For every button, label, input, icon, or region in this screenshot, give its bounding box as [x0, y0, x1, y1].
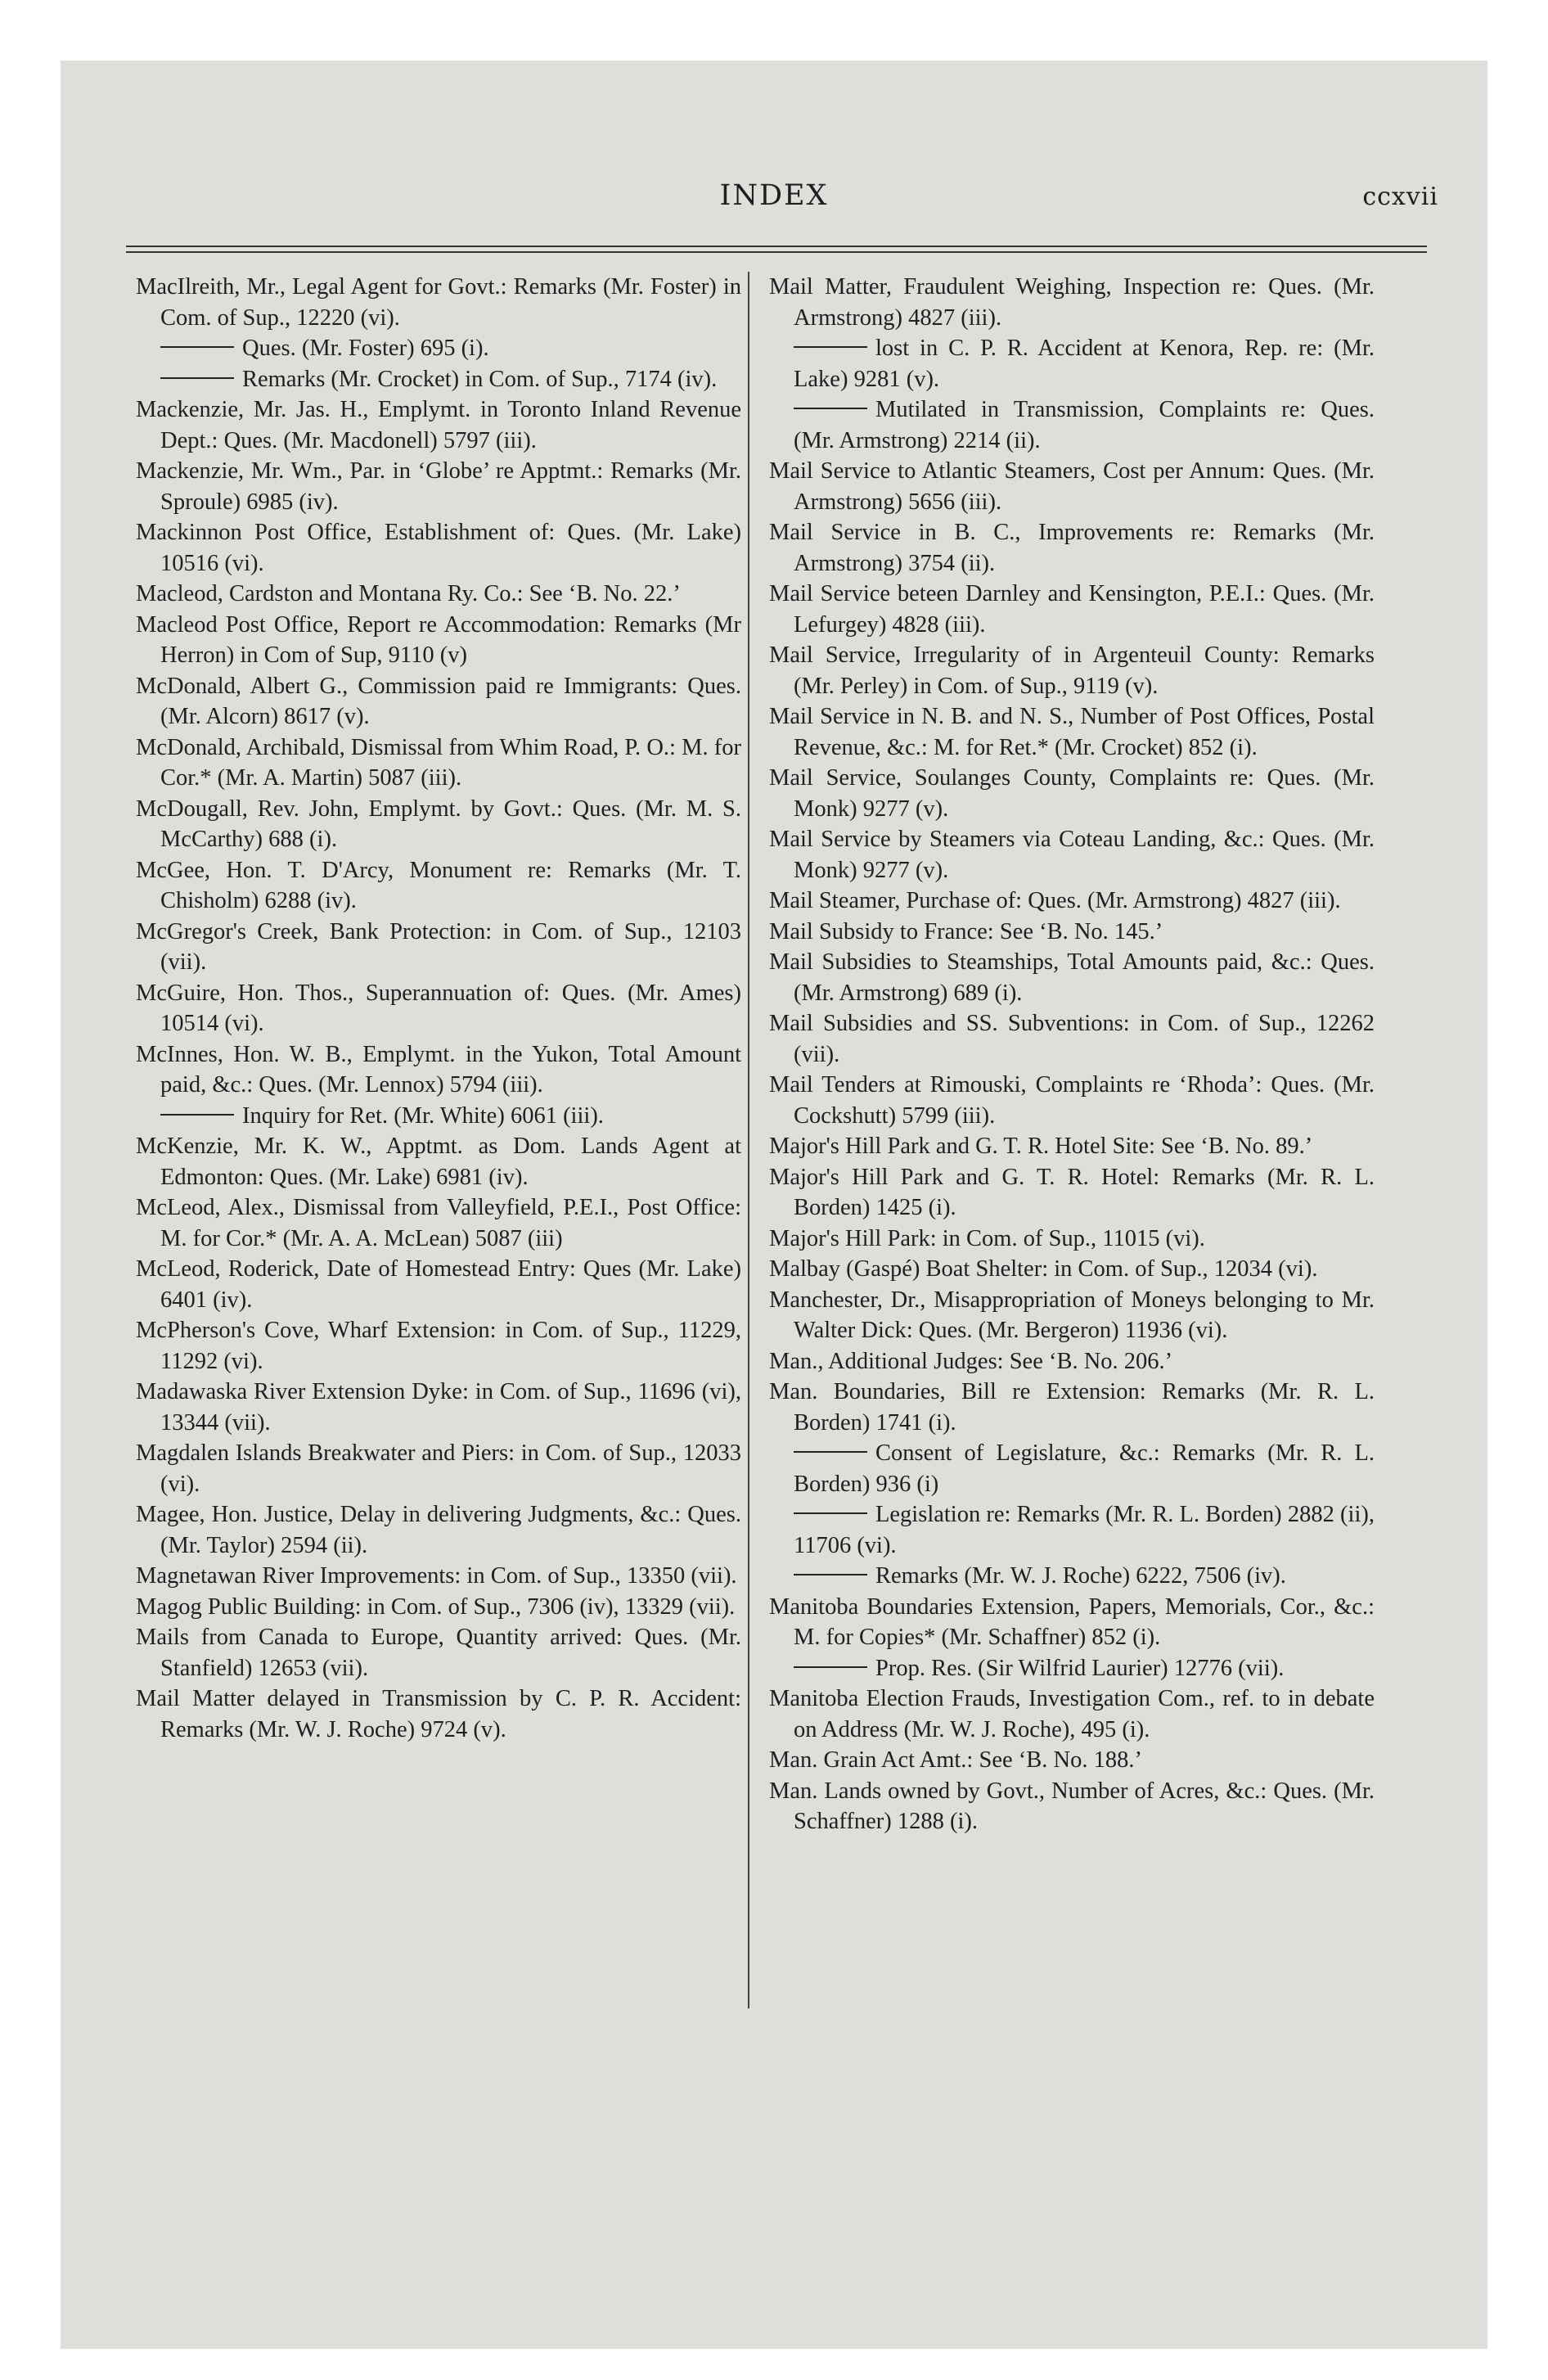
index-subentry: Prop. Res. (Sir Wilfrid Laurier) 12776 (vii).: [769, 1653, 1375, 1684]
page-header: [61, 179, 1487, 228]
index-entry: Man. Lands owned by Govt., Number of Acres, &c.: Ques. (Mr. Schaffner) 1288 (i).: [769, 1778, 1375, 1834]
index-entry: Mackenzie, Mr. Jas. H., Emplymt. in Toronto Inland Revenue Dept.: Ques. (Mr. Macdonell) 5797 (iii).: [136, 397, 741, 453]
index-subentry: Remarks (Mr. W. J. Roche) 6222, 7506 (iv).: [769, 1561, 1375, 1592]
continuation-dash: [160, 377, 234, 379]
index-entry: Man., Additional Judges: See ‘B. No. 206.’: [769, 1348, 1173, 1374]
index-entry: Magog Public Building: in Com. of Sup., 7306 (iv), 13329 (vii).: [136, 1593, 736, 1620]
index-entry: Madawaska River Extension Dyke: in Com. of Sup., 11696 (vi), 13344 (vii).: [136, 1379, 741, 1436]
index-entry: Macleod Post Office, Report re Accommodation: Remarks (Mr Herron) in Com of Sup, 9110 (v): [136, 611, 741, 668]
index-entry: Mackenzie, Mr. Wm., Par. in ‘Globe’ re Apptmt.: Remarks (Mr. Sproule) 6985 (iv).: [136, 458, 741, 515]
page-number: ccxvii: [1362, 183, 1438, 211]
index-subentry: Legislation re: Remarks (Mr. R. L. Borden) 2882 (ii), 11706 (vi).: [794, 1502, 1375, 1558]
continuation-dash: [794, 1574, 867, 1575]
index-entry: Major's Hill Park: in Com. of Sup., 11015 (vi).: [769, 1225, 1205, 1251]
index-subentry: Remarks (Mr. Crocket) in Com. of Sup., 7174 (iv).: [136, 364, 741, 395]
header-rule-top: [126, 246, 1427, 247]
index-entry: Mail Tenders at Rimouski, Complaints re ‘Rhoda’: Ques. (Mr. Cockshutt) 5799 (iii).: [769, 1072, 1375, 1129]
scanned-page: [61, 61, 1487, 2349]
continuation-dash: [794, 1512, 867, 1514]
index-entry: McLeod, Roderick, Date of Homestead Entry: Ques (Mr. Lake) 6401 (iv).: [136, 1256, 741, 1313]
index-entry: McDonald, Albert G., Commission paid re Immigrants: Ques. (Mr. Alcorn) 8617 (v).: [136, 673, 741, 729]
page-title: INDEX: [719, 179, 829, 212]
index-entry: McPherson's Cove, Wharf Extension: in Com. of Sup., 11229, 11292 (vi).: [136, 1318, 741, 1374]
header-rule-bottom: [126, 251, 1427, 253]
index-entry: Magnetawan River Improvements: in Com. of Sup., 13350 (vii).: [136, 1563, 737, 1589]
index-entry: Mail Subsidies and SS. Subventions: in Com. of Sup., 12262 (vii).: [769, 1011, 1375, 1067]
index-subentry: Mutilated in Transmission, Complaints re: Ques. (Mr. Armstrong) 2214 (ii).: [794, 397, 1375, 453]
index-entry: MacIlreith, Mr., Legal Agent for Govt.: Remarks (Mr. Foster) in Com. of Sup., 12220 (vi).: [136, 274, 741, 331]
index-entry: Manchester, Dr., Misappropriation of Moneys belonging to Mr. Walter Dick: Ques. (Mr. Bergeron) 11936 (vi).: [769, 1287, 1375, 1343]
index-entry: Mail Steamer, Purchase of: Ques. (Mr. Armstrong) 4827 (iii).: [769, 888, 1341, 913]
index-subentry: Inquiry for Ret. (Mr. White) 6061 (iii).: [136, 1101, 741, 1132]
index-entry: Manitoba Election Frauds, Investigation Com., ref. to in debate on Address (Mr. W. J. Roche), 495 (i).: [769, 1686, 1375, 1742]
index-entry: Mail Service, Irregularity of in Argenteuil County: Remarks (Mr. Perley) in Com. of Sup., 9119 (v).: [769, 642, 1375, 699]
index-entry: Man. Grain Act Amt.: See ‘B. No. 188.’: [769, 1747, 1142, 1773]
index-entry: McGuire, Hon. Thos., Superannuation of: Ques. (Mr. Ames) 10514 (vi).: [136, 980, 741, 1036]
index-entry: Mail Service in N. B. and N. S., Number of Post Offices, Postal Revenue, &c.: M. for Ret.* (Mr. Crocket) 852 (i).: [769, 704, 1375, 760]
index-entry: Macleod, Cardston and Montana Ry. Co.: See ‘B. No. 22.’: [136, 581, 681, 606]
index-entry: Man. Boundaries, Bill re Extension: Remarks (Mr. R. L. Borden) 1741 (i).: [769, 1379, 1375, 1436]
index-entry: Mail Service in B. C., Improvements re: Remarks (Mr. Armstrong) 3754 (ii).: [769, 520, 1375, 576]
index-entry: Manitoba Boundaries Extension, Papers, Memorials, Cor., &c.: M. for Copies* (Mr. Schaffner) 852 (i).: [769, 1593, 1375, 1650]
continuation-dash: [160, 346, 234, 348]
index-subentry: Consent of Legislature, &c.: Remarks (Mr. R. L. Borden) 936 (i): [794, 1440, 1375, 1497]
index-entry: Mail Subsidy to France: See ‘B. No. 145.’: [769, 918, 1163, 944]
index-entry: Mail Service by Steamers via Coteau Landing, &c.: Ques. (Mr. Monk) 9277 (v).: [769, 827, 1375, 883]
index-entry: Major's Hill Park and G. T. R. Hotel Site: See ‘B. No. 89.’: [769, 1134, 1313, 1159]
index-entry: McKenzie, Mr. K. W., Apptmt. as Dom. Lands Agent at Edmonton: Ques. (Mr. Lake) 6981 (iv).: [136, 1134, 741, 1190]
column-divider: [748, 272, 749, 2008]
index-entry: Magee, Hon. Justice, Delay in delivering Judgments, &c.: Ques. (Mr. Taylor) 2594 (ii).: [136, 1502, 741, 1558]
index-entry: McDougall, Rev. John, Emplymt. by Govt.: Ques. (Mr. M. S. McCarthy) 688 (i).: [136, 796, 741, 852]
continuation-dash: [160, 1114, 234, 1116]
index-entry: Mail Matter delayed in Transmission by C. P. R. Accident: Remarks (Mr. W. J. Roche) 9724 (v).: [136, 1686, 741, 1742]
index-entry: McInnes, Hon. W. B., Emplymt. in the Yukon, Total Amount paid, &c.: Ques. (Mr. Lennox) 5794 (iii).: [136, 1041, 741, 1098]
index-entry: Mail Service beteen Darnley and Kensington, P.E.I.: Ques. (Mr. Lefurgey) 4828 (iii).: [769, 581, 1375, 638]
right-column: [769, 272, 1375, 1837]
index-entry: Magdalen Islands Breakwater and Piers: in Com. of Sup., 12033 (vi).: [136, 1440, 741, 1497]
index-entry: Mail Service to Atlantic Steamers, Cost per Annum: Ques. (Mr. Armstrong) 5656 (iii).: [769, 458, 1375, 515]
continuation-dash: [794, 346, 867, 348]
index-entry: Mackinnon Post Office, Establishment of: Ques. (Mr. Lake) 10516 (vi).: [136, 520, 741, 576]
index-entry: Mail Matter, Fraudulent Weighing, Inspection re: Ques. (Mr. Armstrong) 4827 (iii).: [769, 274, 1375, 331]
continuation-dash: [794, 1451, 867, 1453]
left-column: [136, 272, 741, 1745]
index-entry: Major's Hill Park and G. T. R. Hotel: Remarks (Mr. R. L. Borden) 1425 (i).: [769, 1164, 1375, 1220]
index-subentry: Ques. (Mr. Foster) 695 (i).: [136, 333, 741, 364]
index-entry: Mail Subsidies to Steamships, Total Amounts paid, &c.: Ques. (Mr. Armstrong) 689 (i).: [769, 949, 1375, 1006]
index-entry: Mails from Canada to Europe, Quantity arrived: Ques. (Mr. Stanfield) 12653 (vii).: [136, 1625, 741, 1681]
index-entry: Malbay (Gaspé) Boat Shelter: in Com. of Sup., 12034 (vi).: [769, 1256, 1318, 1282]
continuation-dash: [794, 1666, 867, 1668]
index-subentry: lost in C. P. R. Accident at Kenora, Rep. re: (Mr. Lake) 9281 (v).: [794, 336, 1375, 392]
index-entry: McDonald, Archibald, Dismissal from Whim Road, P. O.: M. for Cor.* (Mr. A. Martin) 5087 (iii).: [136, 734, 741, 791]
index-entry: McGregor's Creek, Bank Protection: in Com. of Sup., 12103 (vii).: [136, 918, 741, 975]
index-entry: McLeod, Alex., Dismissal from Valleyfield, P.E.I., Post Office: M. for Cor.* (Mr. A. A. McLean) 5087 (iii): [136, 1195, 741, 1251]
index-entry: McGee, Hon. T. D'Arcy, Monument re: Remarks (Mr. T. Chisholm) 6288 (iv).: [136, 857, 741, 913]
index-entry: Mail Service, Soulanges County, Complaints re: Ques. (Mr. Monk) 9277 (v).: [769, 765, 1375, 822]
continuation-dash: [794, 408, 867, 409]
